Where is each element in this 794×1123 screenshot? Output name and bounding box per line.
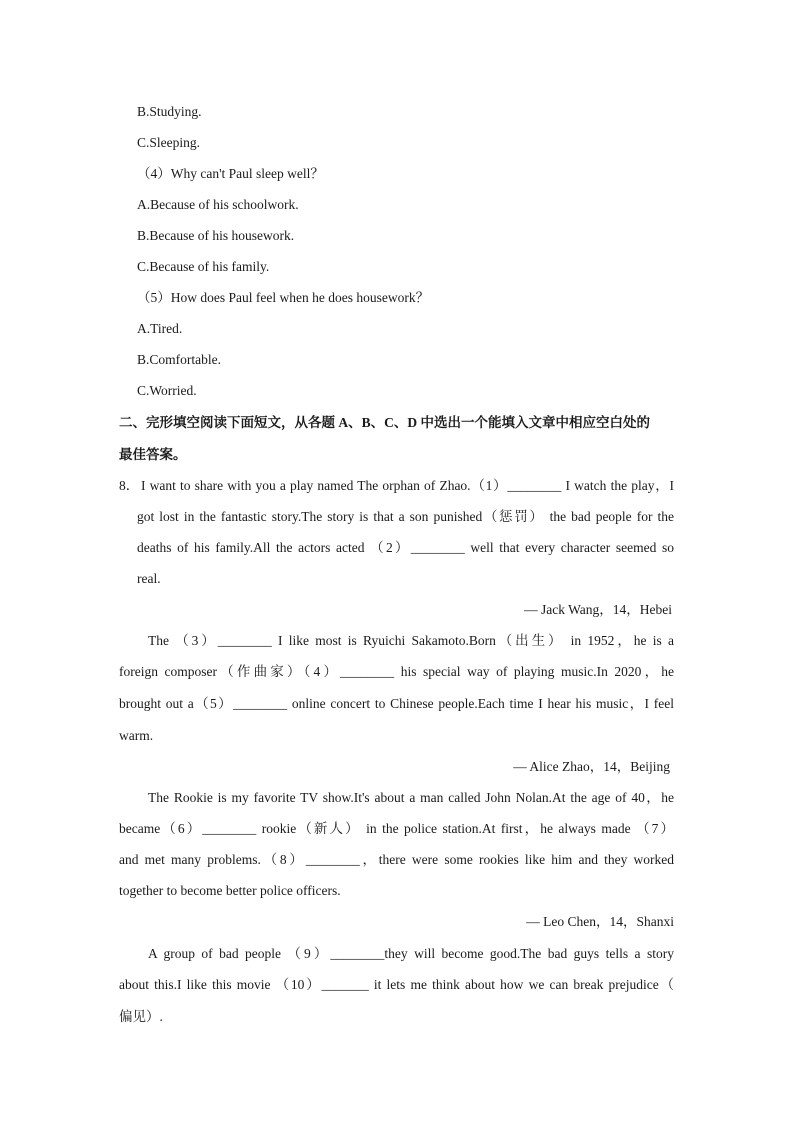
passage-p3-line2: became（6）________ rookie（新人） in the police station.At first，he always made （7）	[119, 821, 674, 836]
passage-p4-line3: 偏见）.	[119, 1009, 163, 1024]
q3-option-b: B.Studying.	[137, 104, 202, 119]
passage-p4-line1: A group of bad people （9）________they will become good.The bad guys tells a story	[148, 946, 674, 961]
q3-option-c: C.Sleeping.	[137, 135, 200, 150]
q5-option-b: B.Comfortable.	[137, 352, 221, 367]
signature-alice-zhao: — Alice Zhao，14，Beijing	[513, 759, 670, 774]
signature-jack-wang: — Jack Wang，14，Hebei	[524, 602, 672, 617]
passage-p2-line1: The （3）________ I like most is Ryuichi Sakamoto.Born（出生） in 1952，he is a	[148, 633, 674, 648]
passage-p3-line1: The Rookie is my favorite TV show.It's about a man called John Nolan.At the age of 40，he	[148, 790, 674, 805]
q4-option-c: C.Because of his family.	[137, 259, 270, 274]
passage-p3-line3: and met many problems.（8）________，there were some rookies like him and they worked	[119, 852, 674, 867]
q4-option-a: A.Because of his schoolwork.	[137, 197, 299, 212]
passage-p2-line2: foreign composer（作曲家）（4）________ his special way of playing music.In 2020，he	[119, 664, 674, 679]
passage-p4-line2: about this.I like this movie （10）_______ it lets me think about how we can break prejudice（	[119, 977, 674, 992]
passage-p3-line4: together to become better police officers.	[119, 883, 341, 898]
q5-question: （5）How does Paul feel when he does housework？	[137, 290, 430, 305]
q4-option-b: B.Because of his housework.	[137, 228, 295, 243]
passage-p1-line2: got lost in the fantastic story.The story is that a son punished（惩罚） the bad people for the	[137, 509, 674, 524]
passage-p2-line4: warm.	[119, 728, 154, 743]
q5-option-c: C.Worried.	[137, 383, 197, 398]
passage-p2-line3: brought out a（5）________ online concert to Chinese people.Each time I hear his music，I feel	[119, 696, 674, 711]
q5-option-a: A.Tired.	[137, 321, 183, 336]
question-number: 8．	[119, 478, 140, 493]
passage-p1-line4: real.	[137, 571, 161, 586]
passage-p1-line1: I want to share with you a play named The orphan of Zhao.（1）________ I watch the play，I	[141, 478, 674, 493]
q4-question: （4）Why can't Paul sleep well？	[137, 166, 324, 181]
signature-leo-chen: — Leo Chen，14，Shanxi	[526, 914, 674, 929]
section-heading-line2: 最佳答案。	[119, 447, 187, 462]
passage-p1-line3: deaths of his family.All the actors acted （2）________ well that every character seemed so	[137, 540, 674, 555]
section-heading-line1: 二、完形填空阅读下面短文，从各题 A、B、C、D 中选出一个能填入文章中相应空白处的	[119, 415, 651, 430]
